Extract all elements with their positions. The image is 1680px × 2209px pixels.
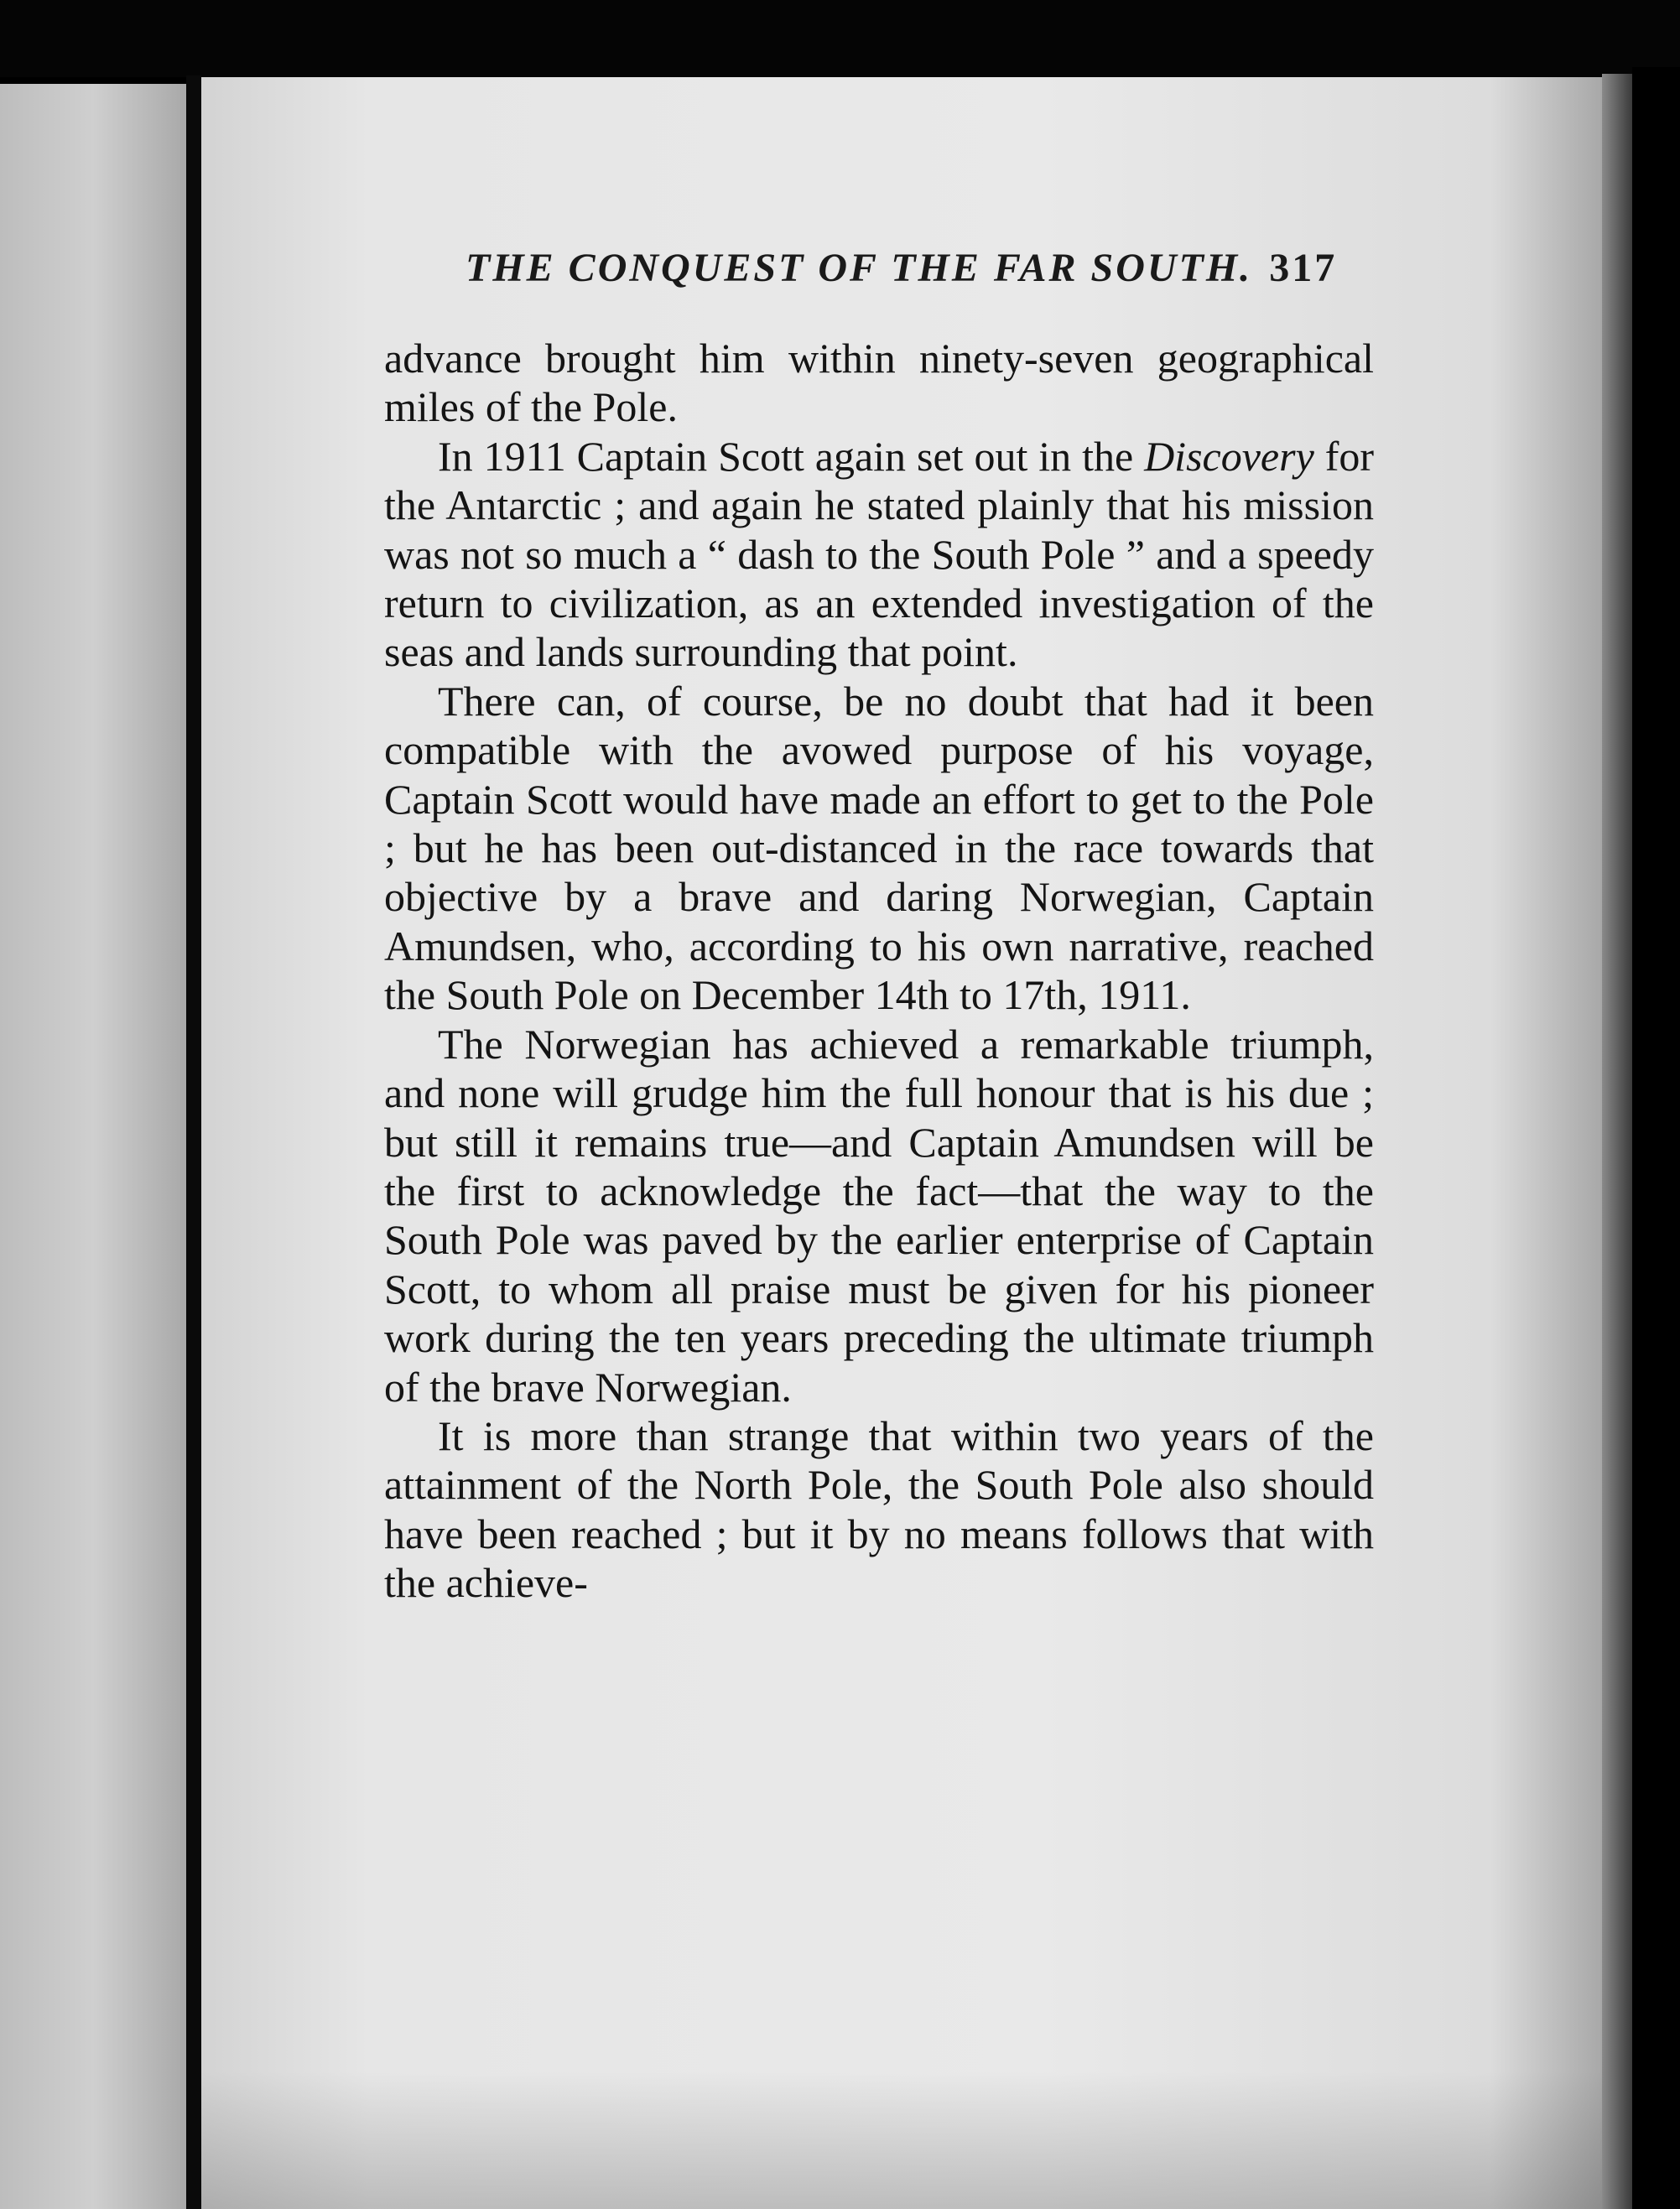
page-number: 317	[1269, 246, 1338, 290]
paragraph-text: The Norwegian has achieved a remarkable triumph, and none will grudge him the full honour that is his due ; but still it remains true—and Captain Amundsen will be the first to acknowledge the fact—that the way to the South Pole was paved by the earlier enterprise of Captain Scott, to whom all praise must be given for his pioneer work during the ten years preceding the ultimate triumph of the brave Norwegian.	[384, 1020, 1374, 1411]
paragraph-text: It is more than strange that within two years of the attainment of the North Pole, the South Pole also should have been reached ; but it by no means follows that with the achieve-	[384, 1411, 1374, 1607]
running-head	[466, 245, 1371, 291]
page-fore-edge	[1602, 74, 1632, 2209]
paragraph-text: for the Antarctic ; and again he stated plainly that his mission was not so much a “ dash to the South Pole ” and a speedy return to civilization, as an extended investigation of the seas and lands surrounding that point.	[384, 432, 1374, 676]
paragraph-text: In 1911 Captain Scott again set out in the	[438, 432, 1145, 480]
ship-name-italic: Discovery	[1144, 432, 1314, 480]
paragraph-norwegian-triumph	[384, 1020, 1374, 1411]
page-bottom-shadow	[201, 2071, 1602, 2209]
paragraph-text: There can, of course, be no doubt that had it been compatible with the avowed purpose of his voyage, Captain Scott would have made an effort to get to the Pole ; but he has been out-distanced in the race towards that objective by a brave and daring Norwegian, Captain Amundsen, who, according to his own narrative, reached the South Pole on December 14th to 17th, 1911.	[384, 677, 1374, 1019]
paragraph-scott-1911	[384, 432, 1374, 677]
paragraph-north-south-pole	[384, 1411, 1374, 1608]
paragraph-continued	[384, 334, 1374, 432]
paragraph-amundsen	[384, 677, 1374, 1020]
paragraph-text: advance brought him within ninety-seven geographical miles of the Pole.	[384, 335, 1374, 431]
running-head-title: THE CONQUEST OF THE FAR SOUTH.	[466, 246, 1253, 290]
facing-page-edge	[0, 84, 186, 2209]
scan-right-border	[1632, 67, 1680, 2209]
book-gutter	[186, 75, 201, 2209]
body-text	[384, 334, 1374, 1608]
scan-top-border	[0, 0, 1680, 77]
